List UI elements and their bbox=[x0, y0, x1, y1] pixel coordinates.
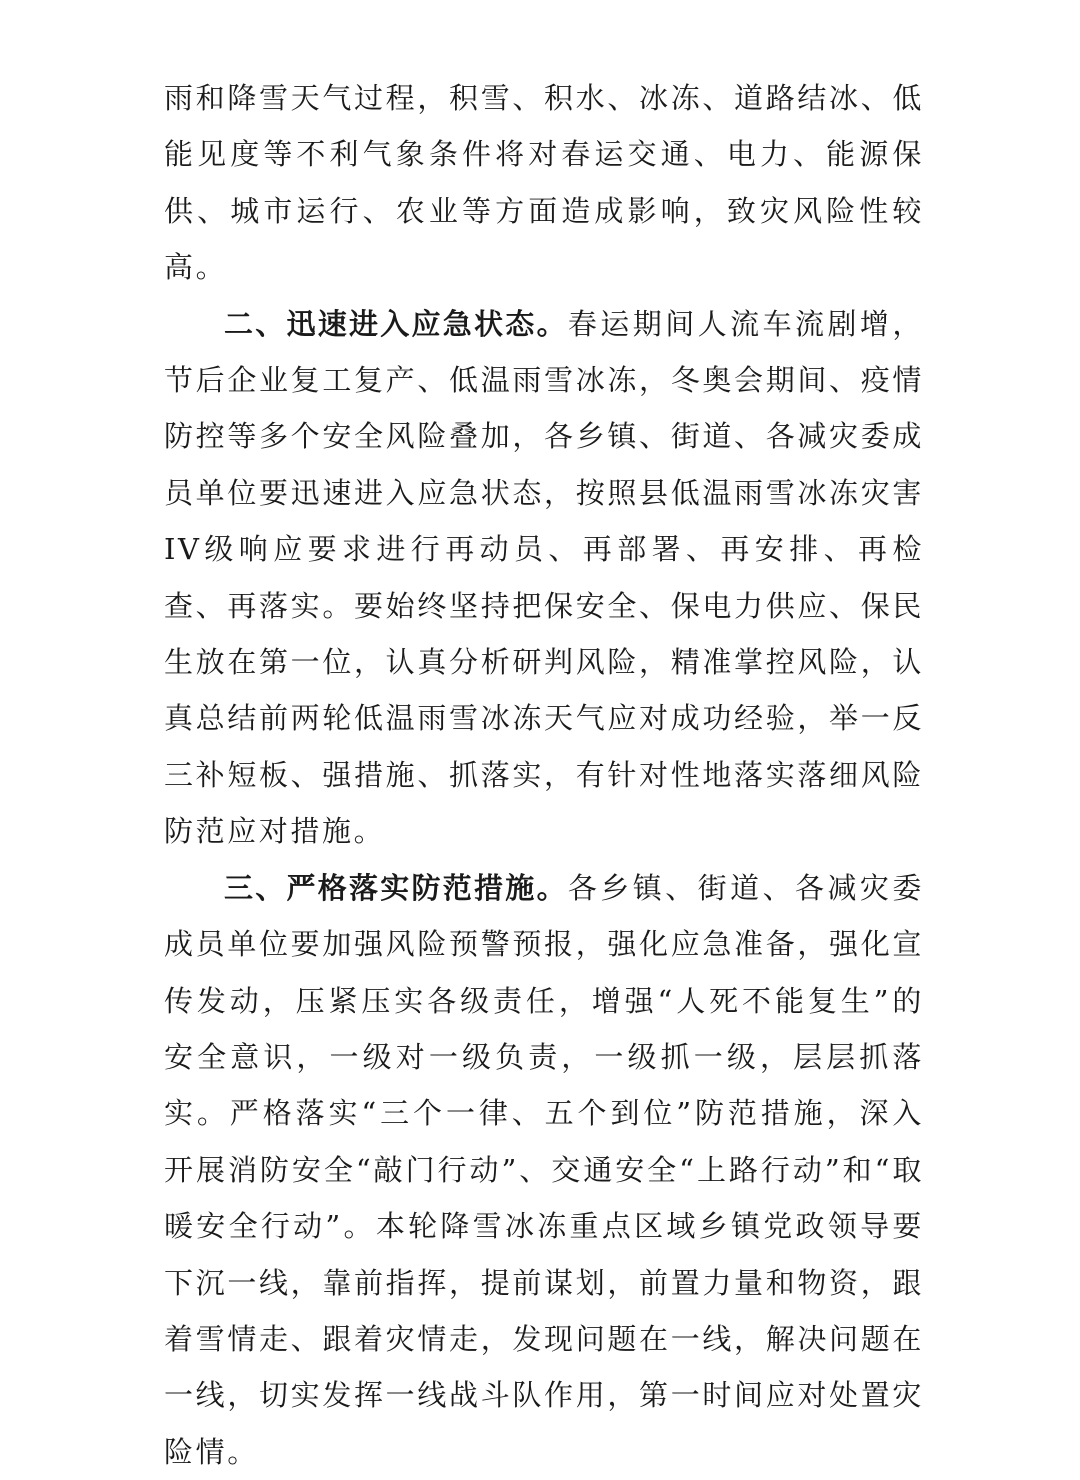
paragraph-1-text: 雨和降雪天气过程，积雪、积水、冰冻、道路结冰、低能见度等不利气象条件将对春运交通、电力、能源保供、城市运行、农业等方面造成影响，致灾风险性较高。 bbox=[164, 81, 924, 285]
section-heading-3: 三、严格落实防范措施。 bbox=[224, 870, 568, 905]
section-heading-2: 二、迅速进入应急状态。 bbox=[224, 306, 568, 341]
paragraph-2-text: 春运期间人流车流剧增，节后企业复工复产、低温雨雪冰冻，冬奥会期间、疫情防控等多个安全风险叠加，各乡镇、街道、各减灾委成员单位要迅速进入应急状态，按照县低温雨雪冰冻灾害IV级响应要求进行再动员、再部署、再安排、再检查、再落实。要始终坚持把保安全、保电力供应、保民生放在第一位，认真分析研判风险，精准掌控风险，认真总结前两轮低温雨雪冰冻天气应对成功经验，举一反三补短板、强措施、抓落实，有针对性地落实落细风险防范应对措施。 bbox=[164, 306, 924, 849]
paragraph-1 bbox=[164, 70, 924, 296]
paragraph-3 bbox=[164, 860, 924, 1480]
paragraph-3-text: 各乡镇、街道、各减灾委成员单位要加强风险预警预报，强化应急准备，强化宣传发动，压紧压实各级责任，增强“人死不能复生”的安全意识，一级对一级负责，一级抓一级，层层抓落实。严格落实“三个一律、五个到位”防范措施，深入开展消防安全“敲门行动”、交通安全“上路行动”和“取暖安全行动”。本轮降雪冰冻重点区域乡镇党政领导要下沉一线，靠前指挥，提前谋划，前置力量和物资，跟着雪情走、跟着灾情走，发现问题在一线，解决问题在一线，切实发挥一线战斗队作用，第一时间应对处置灾险情。 bbox=[164, 870, 924, 1469]
document-body bbox=[164, 70, 924, 1480]
paragraph-2 bbox=[164, 296, 924, 860]
